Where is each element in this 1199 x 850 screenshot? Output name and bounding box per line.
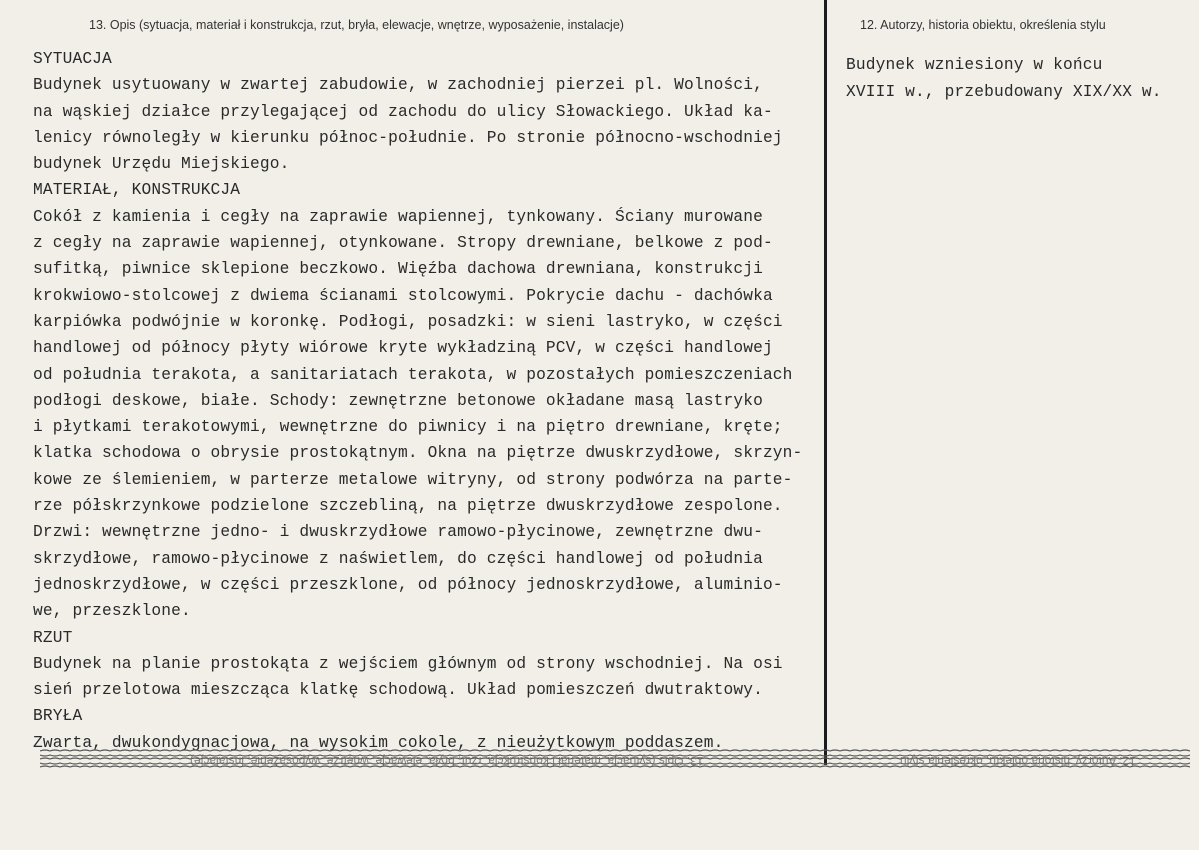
text-line: rze półskrzynkowe podzielone szczebliną, na piętrze dwuskrzydłowe zespolone. — [33, 497, 783, 516]
text-line: MATERIAŁ, KONSTRUKCJA — [33, 181, 241, 200]
text-line: skrzydłowe, ramowo-płycinowe z naświetlem, do części handlowej od południa — [33, 549, 763, 568]
text-line: krokwiowo-stolcowej z dwiema ścianami stolcowymi. Pokrycie dachu - dachówka — [33, 286, 773, 305]
section-13-header: 13. Opis (sytuacja, materiał i konstrukcja, rzut, bryła, elewacje, wnętrze, wyposażenie, instalacje) — [89, 18, 624, 32]
description-column — [33, 46, 823, 756]
text-line: BRYŁA — [33, 707, 83, 726]
text-line: na wąskiej działce przylegającej od zachodu do ulicy Słowackiego. Układ ka- — [33, 102, 773, 121]
text-line: Budynek usytuowany w zwartej zabudowie, w zachodniej pierzei pl. Wolności, — [33, 76, 763, 95]
text-line: klatka schodowa o obrysie prostokątnym. Okna na piętrze dwuskrzydłowe, skrzyn- — [33, 444, 803, 463]
text-line: Zwarta, dwukondygnacjowa, na wysokim cokole, z nieużytkowym poddaszem. — [33, 733, 724, 752]
text-line: Cokół z kamienia i cegły na zaprawie wapiennej, tynkowany. Ściany murowane — [33, 207, 763, 226]
mirrored-footer-right: 12. Autorzy, historia obiektu, określenia stylu — [900, 754, 1136, 768]
text-line: handlowej od północy płyty wiórowe kryte wykładziną PCV, w części handlowej — [33, 339, 773, 358]
mirrored-footer-left: 13. Opis (sytuacja, materiał i konstrukcja, rzut, bryła, elewacje, wnętrze, wyposażenie, instalacje) — [190, 754, 704, 768]
text-line: RZUT — [33, 628, 73, 647]
history-column — [846, 52, 1191, 105]
text-line: i płytkami terakotowymi, wewnętrzne do piwnicy i na piętro drewniane, kręte; — [33, 418, 783, 437]
text-line: Budynek na planie prostokąta z wejściem głównym od strony wschodniej. Na osi — [33, 654, 783, 673]
text-line: Budynek wzniesiony w końcu — [846, 56, 1103, 74]
text-line: z cegły na zaprawie wapiennej, otynkowane. Stropy drewniane, belkowe z pod- — [33, 234, 773, 253]
column-divider — [824, 0, 827, 765]
text-line: jednoskrzydłowe, w części przeszklone, od północy jednoskrzydłowe, aluminio- — [33, 575, 783, 594]
text-line: we, przeszklone. — [33, 602, 191, 621]
text-line: sień przelotowa mieszcząca klatkę schodową. Układ pomieszczeń dwutraktowy. — [33, 681, 763, 700]
text-line: SYTUACJA — [33, 50, 112, 68]
text-line: karpiówka podwójnie w koronkę. Podłogi, posadzki: w sieni lastryko, w części — [33, 312, 783, 331]
text-line: lenicy równoległy w kierunku północ-południe. Po stronie północno-wschodniej — [33, 128, 783, 147]
text-line: XVIII w., przebudowany XIX/XX w. — [846, 82, 1162, 101]
text-line: budynek Urzędu Miejskiego. — [33, 155, 290, 174]
text-line: Drzwi: wewnętrzne jedno- i dwuskrzydłowe ramowo-płycinowe, zewnętrzne dwu- — [33, 523, 763, 542]
section-12-header: 12. Autorzy, historia obiektu, określenia stylu — [860, 18, 1106, 32]
text-line: kowe ze ślemieniem, w parterze metalowe witryny, od strony podwórza na parte- — [33, 470, 793, 489]
text-line: sufitką, piwnice sklepione beczkowo. Więźba dachowa drewniana, konstrukcji — [33, 260, 763, 279]
text-line: od południa terakota, a sanitariatach terakota, w pozostałych pomieszczeniach — [33, 365, 793, 384]
text-line: podłogi deskowe, białe. Schody: zewnętrzne betonowe okładane masą lastryko — [33, 391, 763, 410]
